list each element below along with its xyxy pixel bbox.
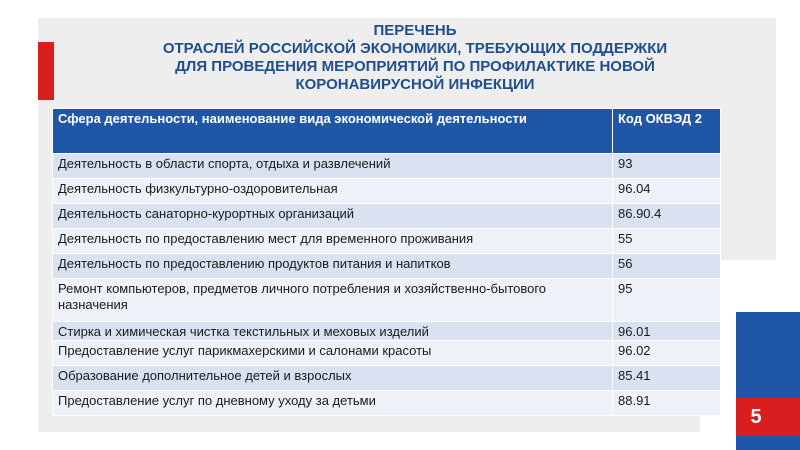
- code-cell: 86.90.4: [613, 204, 721, 229]
- okved-table: [52, 108, 721, 416]
- code-cell: 93: [613, 154, 721, 179]
- header-code: Код ОКВЭД 2: [613, 109, 721, 154]
- activity-cell: Деятельность физкультурно-оздоровительная: [53, 179, 613, 204]
- title-line: ПЕРЕЧЕНЬ: [373, 22, 457, 39]
- table-row: [53, 366, 721, 391]
- table-row: [53, 322, 721, 341]
- slide-title: [54, 22, 776, 94]
- code-cell: 85.41: [613, 366, 721, 391]
- code-cell: 56: [613, 254, 721, 279]
- activity-cell: Стирка и химическая чистка текстильных и меховых изделий: [53, 322, 613, 341]
- code-cell: 88.91: [613, 391, 721, 416]
- header-activity: Сфера деятельности, наименование вида экономической деятельности: [53, 109, 613, 154]
- table-row: [53, 279, 721, 322]
- table-row: [53, 179, 721, 204]
- activity-cell: Деятельность санаторно-курортных организаций: [53, 204, 613, 229]
- table-header-row: [53, 109, 721, 154]
- title-line: КОРОНАВИРУСНОЙ ИНФЕКЦИИ: [295, 76, 535, 93]
- activity-cell: Предоставление услуг парикмахерскими и салонами красоты: [53, 341, 613, 366]
- activity-cell: Деятельность по предоставлению продуктов питания и напитков: [53, 254, 613, 279]
- code-cell: 95: [613, 279, 721, 322]
- activity-cell: Образование дополнительное детей и взрослых: [53, 366, 613, 391]
- activity-cell: Деятельность по предоставлению мест для временного проживания: [53, 229, 613, 254]
- activity-cell: Предоставление услуг по дневному уходу за детьми: [53, 391, 613, 416]
- activity-cell: Деятельность в области спорта, отдыха и развлечений: [53, 154, 613, 179]
- page-number: 5: [750, 406, 762, 428]
- table-row: [53, 204, 721, 229]
- code-cell: 96.02: [613, 341, 721, 366]
- code-cell: 96.04: [613, 179, 721, 204]
- red-accent-bar: [38, 42, 54, 100]
- table-row: [53, 229, 721, 254]
- table-row: [53, 154, 721, 179]
- table-row: [53, 341, 721, 366]
- title-line: ОТРАСЛЕЙ РОССИЙСКОЙ ЭКОНОМИКИ, ТРЕБУЮЩИХ ПОДДЕРЖКИ: [162, 40, 668, 57]
- activity-cell: Ремонт компьютеров, предметов личного потребления и хозяйственно-бытового назначения: [53, 279, 613, 322]
- title-line: ДЛЯ ПРОВЕДЕНИЯ МЕРОПРИЯТИЙ ПО ПРОФИЛАКТИКЕ НОВОЙ: [175, 58, 655, 75]
- code-cell: 96.01: [613, 322, 721, 341]
- table-row: [53, 391, 721, 416]
- table-row: [53, 254, 721, 279]
- code-cell: 55: [613, 229, 721, 254]
